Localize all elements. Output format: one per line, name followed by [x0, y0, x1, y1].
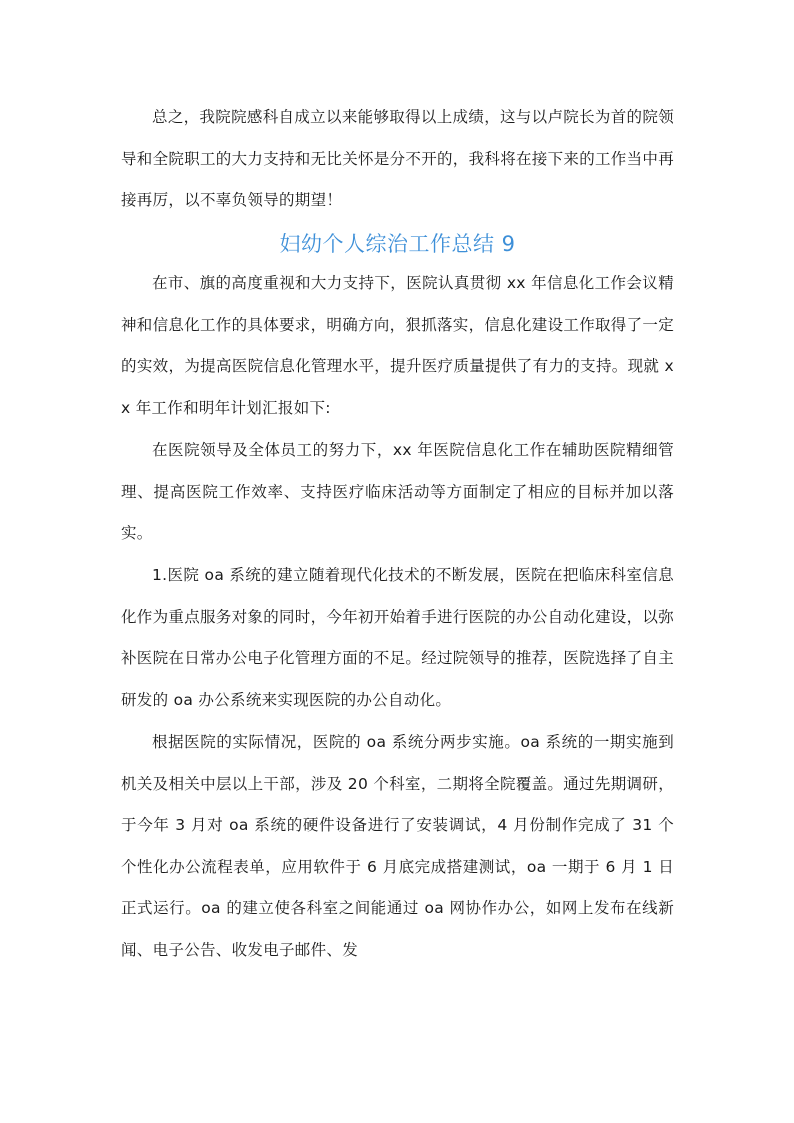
paragraph-conclusion: 总之，我院院感科自成立以来能够取得以上成绩，这与以卢院长为首的院领导和全院职工的大力支持和无比关怀是分不开的，我科将在接下来的工作当中再接再厉，以不辜负领导的期望！	[121, 108, 675, 209]
paragraph-intro: 在市、旗的高度重视和大力支持下，医院认真贯彻 xx 年信息化工作会议精神和信息化工作的具体要求，明确方向，狠抓落实，信息化建设工作取得了一定的实效，为提高医院信息化管理水平，提升医疗质量提供了有力的支持。现就 xx 年工作和明年计划汇报如下:	[121, 274, 675, 417]
paragraph-goals: 在医院领导及全体员工的努力下，xx 年医院信息化工作在辅助医院精细管理、提高医院工作效率、支持医疗临床活动等方面制定了相应的目标并加以落实。	[121, 441, 674, 542]
paragraph-oa-implementation: 根据医院的实际情况，医院的 oa 系统分两步实施。oa 系统的一期实施到机关及相关中层以上干部，涉及 20 个科室，二期将全院覆盖。通过先期调研，于今年 3 月对 oa 系统的硬件设备进行了安装调试，4 月份制作完成了 31 个个性化办公流程表单，应用软件于 6 月底完成搭建测试，oa 一期于 6 月 1 日正式运行。oa 的建立使各科室之间能通过 oa 网协作办公，如网上发布在线新闻、电子公告、收发电子邮件、发	[121, 733, 674, 959]
section-heading: 妇幼个人综治工作总结 9	[279, 232, 516, 256]
paragraph-oa-system: 1.医院 oa 系统的建立随着现代化技术的不断发展，医院在把临床科室信息化作为重点服务对象的同时，今年初开始着手进行医院的办公自动化建设，以弥补医院在日常办公电子化管理方面的不足。经过院领导的推荐，医院选择了自主研发的 oa 办公系统来实现医院的办公自动化。	[121, 566, 675, 709]
